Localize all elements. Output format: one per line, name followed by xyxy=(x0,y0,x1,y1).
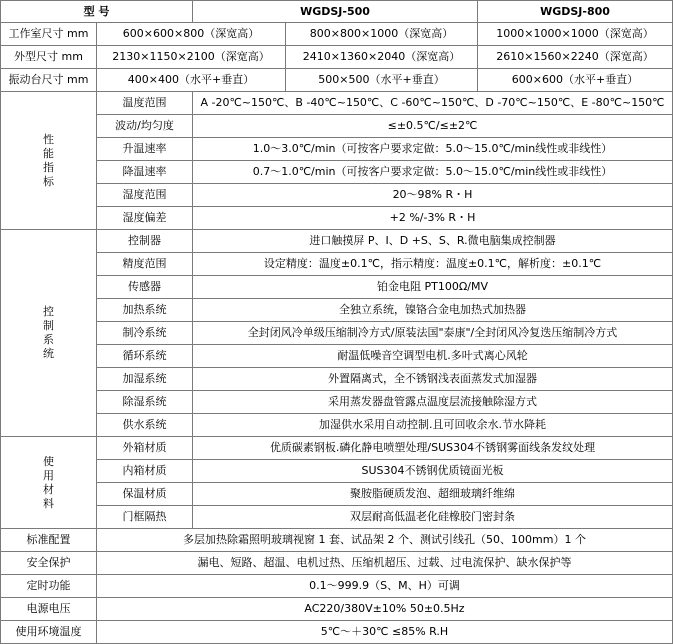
footer-row xyxy=(1,552,673,575)
spec-table-body xyxy=(1,1,673,644)
spec-row xyxy=(1,345,673,368)
spec-row xyxy=(1,230,673,253)
row-label-cell: 安全保护 xyxy=(1,552,97,575)
footer-value-cell: AC220/380V±10% 50±0.5Hz xyxy=(97,598,673,621)
category-char: 制 xyxy=(43,319,54,332)
spec-value-cell: 全独立系统，镍铬合金电加热式加热器 xyxy=(193,299,673,322)
spec-row xyxy=(1,138,673,161)
spec-label-cell: 除湿系统 xyxy=(97,391,193,414)
spec-value-cell: 聚胺脂硬质发泡、超细玻璃纤维绵 xyxy=(193,483,673,506)
spec-value-cell: 优质碳素钢板.磷化静电喷塑处理/SUS304不锈钢雾面线条发纹处理 xyxy=(193,437,673,460)
category-char: 控 xyxy=(43,305,54,318)
row-label-cell: 定时功能 xyxy=(1,575,97,598)
spec-row xyxy=(1,276,673,299)
dimension-value-cell: 500×500（水平+垂直） xyxy=(286,69,478,92)
dimension-value-cell: 2130×1150×2100（深宽高） xyxy=(97,46,286,69)
spec-label-cell: 内箱材质 xyxy=(97,460,193,483)
dimension-value-cell: 600×600×800（深宽高） xyxy=(97,23,286,46)
spec-label-cell: 加湿系统 xyxy=(97,368,193,391)
spec-value-cell: 耐温低噪音空调型电机.多叶式离心风轮 xyxy=(193,345,673,368)
dimension-value-cell: 2410×1360×2040（深宽高） xyxy=(286,46,478,69)
row-label-cell: 电源电压 xyxy=(1,598,97,621)
category-char: 统 xyxy=(43,347,54,360)
spec-label-cell: 湿度偏差 xyxy=(97,207,193,230)
spec-value-cell: A -20℃~150℃、B -40℃~150℃、C -60℃~150℃、D -70℃~150℃、E -80℃~150℃ xyxy=(193,92,673,115)
spec-row xyxy=(1,483,673,506)
spec-label-cell: 循环系统 xyxy=(97,345,193,368)
spec-value-cell: 设定精度：温度±0.1℃，指示精度：温度±0.1℃，解析度：±0.1℃ xyxy=(193,253,673,276)
spec-row xyxy=(1,368,673,391)
category-cell xyxy=(1,92,97,230)
spec-label-cell: 门框隔热 xyxy=(97,506,193,529)
row-label-cell: 外型尺寸 mm xyxy=(1,46,97,69)
category-char: 材 xyxy=(43,482,54,496)
header-row xyxy=(1,1,673,23)
dimension-row xyxy=(1,46,673,69)
model-name-cell: WGDSJ-500 xyxy=(193,1,478,23)
spec-row xyxy=(1,253,673,276)
spec-value-cell: 1.0～3.0℃/min（可按客户要求定做：5.0～15.0℃/min线性或非线性） xyxy=(193,138,673,161)
category-cell xyxy=(1,230,97,437)
spec-row xyxy=(1,161,673,184)
spec-label-cell: 保温材质 xyxy=(97,483,193,506)
spec-row xyxy=(1,184,673,207)
dimension-row xyxy=(1,23,673,46)
spec-value-cell: 20～98% R・H xyxy=(193,184,673,207)
footer-value-cell: 多层加热除霜照明玻璃视窗 1 套、试品架 2 个、测试引线孔（50、100mm）1 个 xyxy=(97,529,673,552)
spec-value-cell: 铂金电阻 PT100Ω/MV xyxy=(193,276,673,299)
dimension-value-cell: 600×600（水平+垂直） xyxy=(478,69,673,92)
category-char: 能 xyxy=(43,146,54,160)
footer-row xyxy=(1,598,673,621)
spec-row xyxy=(1,414,673,437)
row-label-cell: 使用环境温度 xyxy=(1,621,97,644)
footer-value-cell: 漏电、短路、超温、电机过热、压缩机超压、过载、过电流保护、缺水保护等 xyxy=(97,552,673,575)
spec-row xyxy=(1,437,673,460)
spec-row xyxy=(1,322,673,345)
spec-label-cell: 外箱材质 xyxy=(97,437,193,460)
category-char: 性 xyxy=(43,132,54,146)
spec-row xyxy=(1,460,673,483)
category-char: 标 xyxy=(43,174,54,188)
spec-value-cell: SUS304不锈钢优质镜面光板 xyxy=(193,460,673,483)
category-cell xyxy=(1,437,97,529)
spec-value-cell: 全封闭风冷单级压缩制冷方式/原装法国"泰康"/全封闭风冷复迭压缩制冷方式 xyxy=(193,322,673,345)
footer-row xyxy=(1,575,673,598)
spec-label-cell: 加热系统 xyxy=(97,299,193,322)
spec-row xyxy=(1,299,673,322)
spec-row xyxy=(1,391,673,414)
row-label-cell: 振动台尺寸 mm xyxy=(1,69,97,92)
spec-row xyxy=(1,506,673,529)
spec-label-cell: 波动/均匀度 xyxy=(97,115,193,138)
spec-value-cell: 外置隔离式，全不锈钢浅表面蒸发式加湿器 xyxy=(193,368,673,391)
row-label-cell: 标准配置 xyxy=(1,529,97,552)
spec-value-cell: 采用蒸发器盘管露点温度层流接触除湿方式 xyxy=(193,391,673,414)
footer-value-cell: 0.1～999.9（S、M、H）可调 xyxy=(97,575,673,598)
dimension-value-cell: 2610×1560×2240（深宽高） xyxy=(478,46,673,69)
spec-label-cell: 控制器 xyxy=(97,230,193,253)
spec-row xyxy=(1,92,673,115)
spec-value-cell: ≤±0.5℃/≤±2℃ xyxy=(193,115,673,138)
spec-label-cell: 湿度范围 xyxy=(97,184,193,207)
spec-value-cell: 进口触摸屏 P、I、D +S、S、R.微电脑集成控制器 xyxy=(193,230,673,253)
dimension-row xyxy=(1,69,673,92)
dimension-value-cell: 400×400（水平+垂直） xyxy=(97,69,286,92)
footer-value-cell: 5℃～＋30℃ ≤85% R.H xyxy=(97,621,673,644)
category-char: 使 xyxy=(43,454,54,468)
footer-row xyxy=(1,621,673,644)
footer-row xyxy=(1,529,673,552)
spec-label-cell: 温度范围 xyxy=(97,92,193,115)
spec-label-cell: 制冷系统 xyxy=(97,322,193,345)
dimension-value-cell: 800×800×1000（深宽高） xyxy=(286,23,478,46)
spec-value-cell: 0.7～1.0℃/min（可按客户要求定做：5.0～15.0℃/min线性或非线性） xyxy=(193,161,673,184)
spec-value-cell: 加湿供水采用自动控制.且可回收余水.节水降耗 xyxy=(193,414,673,437)
model-name-cell: WGDSJ-800 xyxy=(478,1,673,23)
category-char: 指 xyxy=(43,160,54,174)
spec-value-cell: 双层耐高低温老化硅橡胶门密封条 xyxy=(193,506,673,529)
model-label-cell: 型 号 xyxy=(1,1,193,23)
category-char: 料 xyxy=(43,496,54,510)
category-char: 系 xyxy=(43,333,54,346)
spec-label-cell: 降温速率 xyxy=(97,161,193,184)
dimension-value-cell: 1000×1000×1000（深宽高） xyxy=(478,23,673,46)
spec-row xyxy=(1,207,673,230)
spec-label-cell: 升温速率 xyxy=(97,138,193,161)
spec-label-cell: 精度范围 xyxy=(97,253,193,276)
row-label-cell: 工作室尺寸 mm xyxy=(1,23,97,46)
spec-row xyxy=(1,115,673,138)
spec-value-cell: +2 %/-3% R・H xyxy=(193,207,673,230)
category-char: 用 xyxy=(43,468,54,482)
spec-label-cell: 传感器 xyxy=(97,276,193,299)
spec-label-cell: 供水系统 xyxy=(97,414,193,437)
